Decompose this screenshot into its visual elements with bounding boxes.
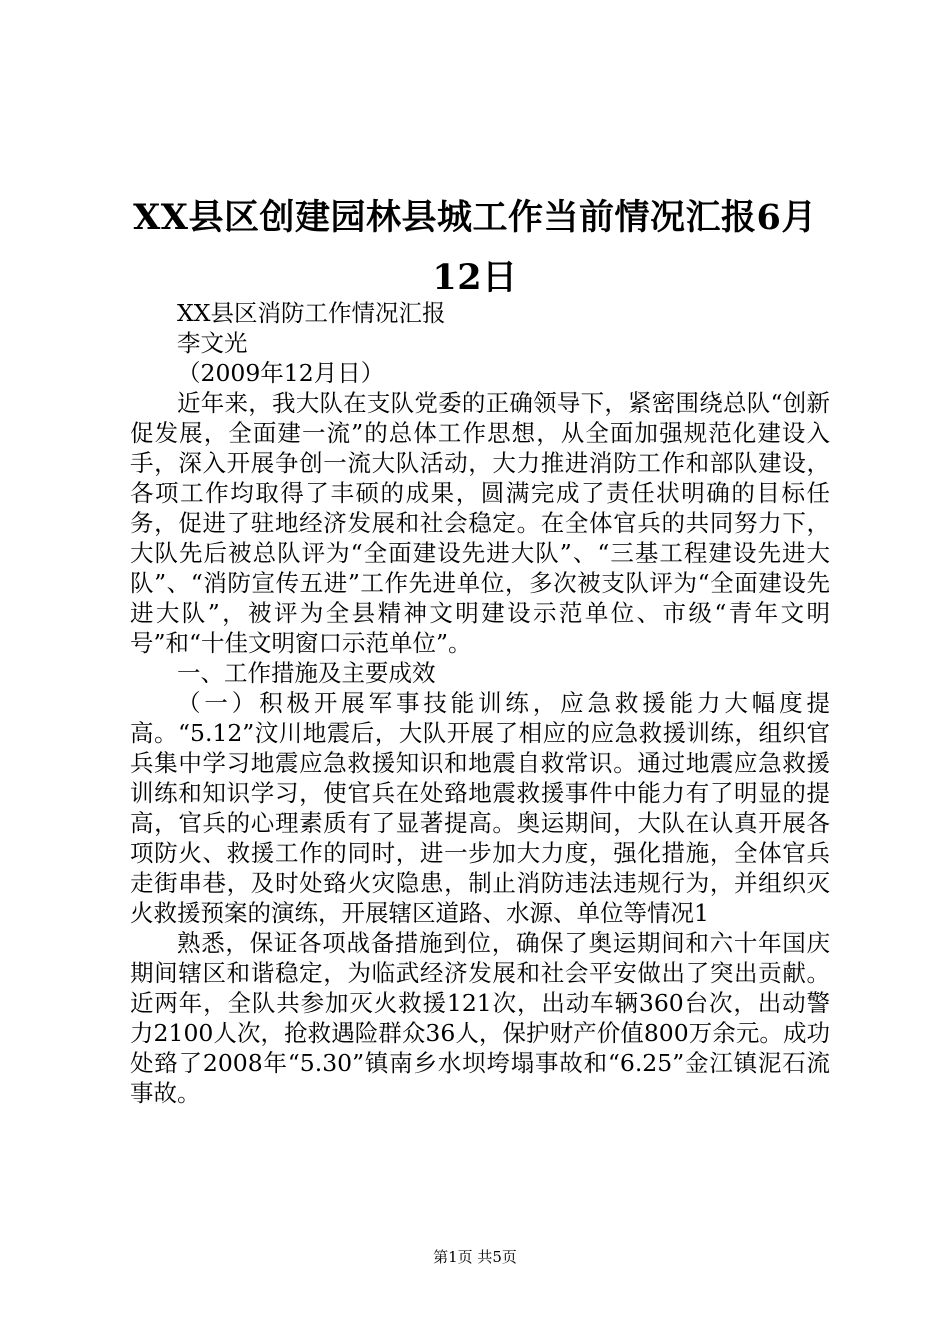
page-number: 第1页 共5页 (433, 1248, 517, 1266)
report-date: （2009年12月日） (177, 359, 385, 387)
paragraph-training: （一）积极开展军事技能训练，应急救援能力大幅度提高。“5.12”汶川地震后，大队开展了相应的应急救援训练，组织官兵集中学习地震应急救援知识和地震自救常识。通过地震应急救援训练和知识学习，使官兵在处臵地震救援事件中能力有了明显的提高，官兵的心理素质有了显著提高。奥运期间，大队在认真开展各项防火、救援工作的同时，进一步加大力度，强化措施，全体官兵走街串巷，及时处臵火灾隐患，制止消防违法违规行为，并组织灭火救援预案的演练，开展辖区道路、水源、单位等情况1 (130, 689, 830, 927)
paragraph-results: 熟悉，保证各项战备措施到位，确保了奥运期间和六十年国庆期间辖区和谐稳定，为临武经济发展和社会平安做出了突出贡献。近两年，全队共参加灭火救援121次，出动车辆360台次，出动警力2100人次，抢救遇险群众36人，保护财产价值800万余元。成功处臵了2008年“5.30”镇南乡水坝垮塌事故和“6.25”金江镇泥石流事故。 (130, 929, 830, 1107)
section-heading: 一、工作措施及主要成效 (177, 659, 436, 687)
document-body (130, 298, 830, 1108)
author-name: 李文光 (177, 329, 248, 357)
paragraph-intro: 近年来，我大队在支队党委的正确领导下，紧密围绕总队“创新促发展，全面建一流”的总体工作思想，从全面加强规范化建设入手，深入开展争创一流大队活动，大力推进消防工作和部队建设，各项工作均取得了丰硕的成果，圆满完成了责任状明确的目标任务，促进了驻地经济发展和社会稳定。在全体官兵的共同努力下，大队先后被总队评为“全面建设先进大队”、“三基工程建设先进大队”、“消防宣传五进”工作先进单位，多次被支队评为“全面建设先进大队”，被评为全县精神文明建设示范单位、市级“青年文明号”和“十佳文明窗口示范单位”。 (130, 389, 830, 657)
document-title: XX县区创建园林县城工作当前情况汇报6月12日 (133, 197, 817, 298)
report-subtitle: XX县区消防工作情况汇报 (177, 299, 446, 327)
